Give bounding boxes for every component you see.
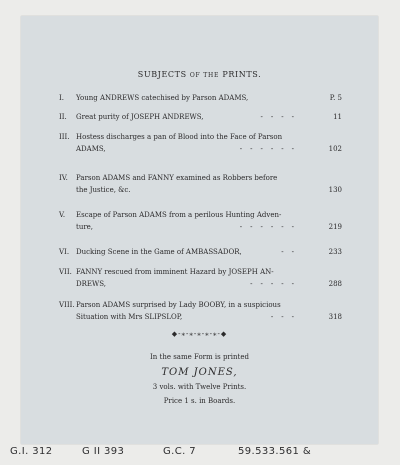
printed-page: SUBJECTS OF THE PRINTS. I. Young ANDREWS catechised by Parson ADAMS, P. 5 II. Great purity of JOSEPH ANDREWS, ---- 11 III. Hostess discharges a pan of Blood into the Face of Parson ADAMS, ------ 102 IV. Parson ADAMS and FANNY examined as Robbers before the Justice, &c. 130 V. Escape of Parson ADAMS from a perilous Hunting Adven- ture, ------ 219 VI. Ducking Scene in the Game of AMBASSADOR, -- 233 VII. FANNY rescued from imminent Hazard by JOSEPH AN- DREWS, ----- 288 VIII. Parson ADAMS surprised by Lady BOOBY, in a suspicious Situation with Mrs SLIPSLOP, --- 318 ◆-⁎-⁎-⁎-⁎-⁎-◆ In the same Form is printed TOM JONES, 3 vols. with Twelve Prints. Price 1 s. in Boards. (21, 16, 378, 444)
entry-number: IV. (59, 174, 68, 182)
entry-page: 102 (328, 145, 342, 153)
entry-page: 219 (328, 223, 342, 231)
imprint-line: 3 vols. with Twelve Prints. (152, 383, 247, 391)
entry-text: Hostess discharges a pan of Blood into the Face of Parson (76, 133, 283, 141)
entry-page: 318 (328, 313, 342, 321)
shelfmark: 59.533.561 & (238, 446, 312, 457)
entry-text-continued: DREWS, (76, 280, 106, 288)
entry-text-continued: ture, (76, 223, 94, 231)
heading-word-subjects: SUBJECTS (137, 70, 187, 79)
heading-word-prints: PRINTS. (222, 70, 262, 79)
entry-page: 130 (328, 186, 342, 194)
entry-text-continued: the Justice, &c. (76, 186, 131, 194)
entry-text: Parson ADAMS and FANNY examined as Robbers before (76, 174, 278, 182)
shelfmark: G.C. 7 (163, 446, 197, 457)
entry-text: Ducking Scene in the Game of AMBASSADOR, (76, 248, 242, 256)
entry-text: Parson ADAMS surprised by Lady BOOBY, in a suspicious (76, 301, 281, 309)
entry-page: 288 (328, 280, 342, 288)
shelfmark: G.I. 312 (10, 446, 53, 457)
entry-number: VI. (59, 248, 70, 256)
shelfmark: G II 393 (82, 446, 125, 457)
entry-page: 233 (328, 248, 342, 256)
entry-text: Young ANDREWS catechised by Parson ADAMS, (76, 94, 249, 102)
entry-number: II. (59, 113, 67, 121)
entry-text-continued: Situation with Mrs SLIPSLOP, (76, 313, 183, 321)
imprint-line: Price 1 s. in Boards. (163, 397, 236, 405)
imprint-title: TOM JONES, (161, 367, 238, 378)
entry-text: FANNY rescued from imminent Hazard by JOSEPH AN- (76, 268, 274, 276)
entry-number: VII. (59, 268, 72, 276)
entry-text: Great purity of JOSEPH ANDREWS, (76, 113, 204, 121)
page-heading (21, 70, 378, 79)
imprint-line: In the same Form is printed (150, 353, 249, 361)
entry-text: Escape of Parson ADAMS from a perilous Hunting Adven- (76, 211, 282, 219)
entry-number: I. (59, 94, 64, 102)
catalog-card (21, 16, 378, 444)
entry-number: VIII. (59, 301, 75, 309)
entry-text-continued: ADAMS, (76, 145, 106, 153)
entry-number: III. (59, 133, 70, 141)
heading-word-of-the: OF THE (189, 72, 220, 79)
entry-number: V. (59, 211, 66, 219)
ornamental-rule: ◆-⁎-⁎-⁎-⁎-⁎-◆ (171, 330, 228, 338)
entry-page: 11 (333, 113, 342, 121)
entry-page: P. 5 (329, 94, 342, 102)
